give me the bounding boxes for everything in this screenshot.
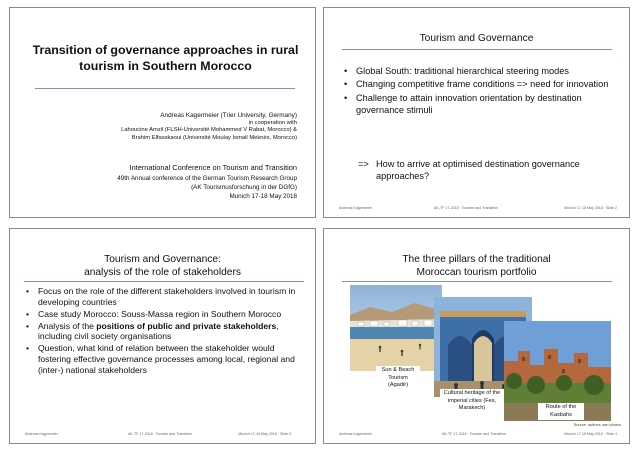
bullet-list (24, 286, 309, 377)
footer-conference: AK-TF 17-2018 · Tourism and Transition (442, 432, 506, 436)
slide-title-line-2: analysis of the role of stakeholders (84, 267, 241, 278)
bullet-list (342, 65, 612, 118)
beach-photo-image (350, 285, 442, 371)
bullet-item: • Global South: traditional hierarchical steering modes (342, 65, 612, 77)
slide-title: Tourism and Governance (419, 33, 534, 44)
slide-4-tourism-pillars (323, 228, 630, 444)
conference-block (117, 163, 297, 201)
conference-line: (AK Tourismusforschung in der DGfG) (191, 184, 297, 191)
bullet-item: • Changing competitive frame conditions => need for innovation (342, 78, 612, 90)
footer-date: Munich 17-18 May 2018 · Slide 3 (238, 432, 291, 436)
title-divider (342, 49, 612, 50)
slide-title-line-1: The three pillars of the traditional (402, 254, 551, 265)
slide-3-stakeholders (9, 228, 316, 444)
slide-footer (324, 432, 629, 440)
bullet-text: , including civil society organisations (38, 320, 279, 342)
kasbah-caption: Route of the Kasbahs (538, 403, 584, 420)
beach-caption: Sun & Beach Tourism (Agadir) (376, 366, 420, 391)
footer-date: Munich 17-18 May 2018 · Slide 4 (564, 432, 617, 436)
conclusion-text: How to arrive at optimised destination governance approaches? (376, 159, 580, 182)
footer-author: Andreas Kagermeier (339, 432, 372, 436)
slide-title-line-1: Tourism and Governance: (104, 254, 221, 265)
beach-photo (350, 285, 442, 371)
imperial-cities-caption: Cultural heritage of the imperial cities (Fes, Marakech) (440, 389, 504, 414)
conference-line: 49th Annual conference of the German Tourism Research Group (117, 175, 297, 182)
bullet-item: • Focus on the role of the different stakeholders involved in tourism in developing countries (24, 286, 309, 307)
footer-author: Andreas Kagermeier (25, 432, 58, 436)
bullet-item (24, 321, 309, 342)
slide-title-line-2: Moroccan tourism portfolio (416, 267, 537, 278)
bullet-item: • Challenge to attain innovation orientation by destination governance stimuli (342, 92, 612, 117)
author-block (121, 112, 297, 142)
title-divider (35, 88, 295, 89)
author-line: Brahim Elfasskaoui (Université Moulay Ismail Meknès, Morocco) (131, 134, 297, 141)
footer-author: Andreas Kagermeier (339, 206, 372, 210)
title-divider (342, 281, 612, 282)
footer-conference: AK-TF 17-2018 · Tourism and Transition (434, 206, 498, 210)
title-divider (24, 281, 304, 282)
bullet-item: • Question, what kind of relation between the stakeholder would fostering effective governance processes among local, regional and (inter-) national stakeholders (24, 343, 309, 375)
slide-2-tourism-governance (323, 7, 630, 218)
conclusion (358, 158, 608, 183)
photo-source: Source: authors own photos (573, 423, 621, 427)
bullet-item: • Case study Morocco: Souss-Massa region in Southern Morocco (24, 309, 309, 320)
arrow-label: => (358, 159, 369, 169)
slide-footer (324, 206, 629, 214)
conference-name: International Conference on Tourism and Transition (129, 163, 297, 172)
author-line: Andreas Kagermeier (Trier University, Germany) (160, 112, 297, 119)
bullet-emphasis: positions of public and private stakeholders (96, 320, 277, 331)
slide-1-title (9, 7, 316, 218)
author-line: in cooperation with (248, 119, 297, 126)
presentation-title: Transition of governance approaches in rural tourism in Southern Morocco (32, 43, 299, 73)
footer-date: Munich 17-18 May 2018 · Slide 2 (564, 206, 617, 210)
author-line: Lahoucine Amzil (FLSH-Université Mohammed V Rabat, Morocco) & (121, 127, 297, 134)
footer-conference: AK-TF 17-2018 · Tourism and Transition (128, 432, 192, 436)
bullet-text: Analysis of the (38, 320, 97, 331)
conference-date: Munich 17-18 May 2018 (229, 193, 297, 200)
slide-footer (10, 432, 315, 440)
